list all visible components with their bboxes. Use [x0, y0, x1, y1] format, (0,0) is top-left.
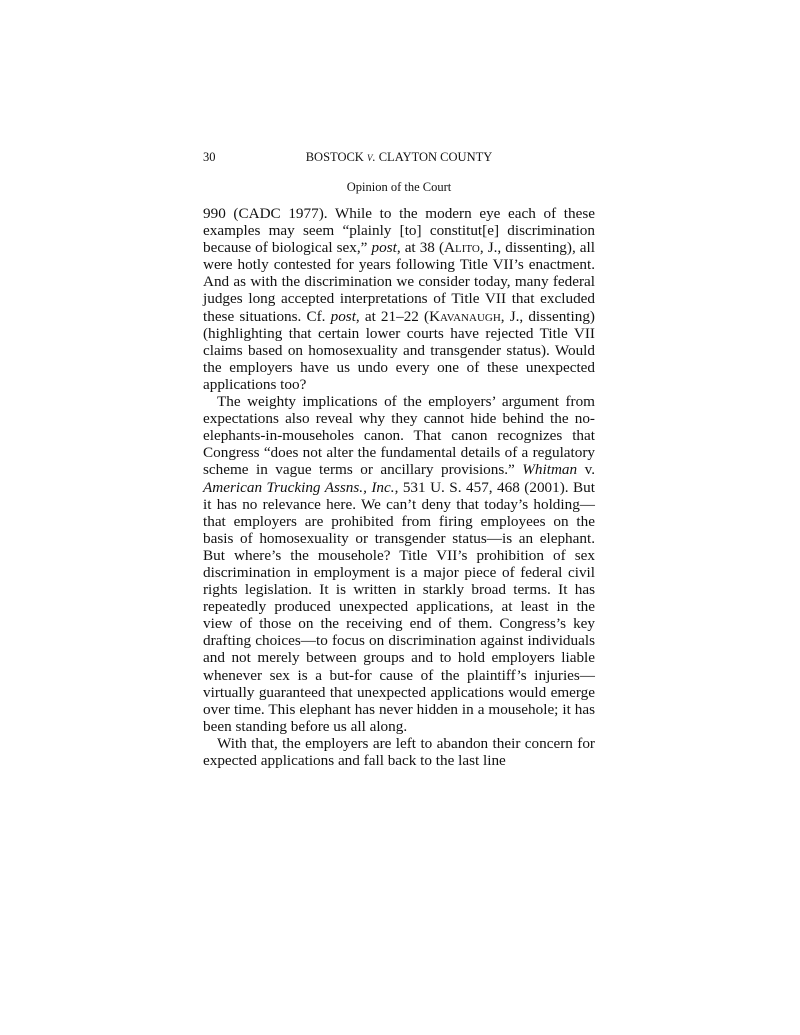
paragraph-3: [203, 735, 595, 769]
text-run: The weighty implications of the employers’ argument from expectations also reveal why they cannot hide behind the no-elephants-in-mouseholes canon. That canon recognizes that Congress “does not alter the fundamental details of a regulatory scheme in vague terms or ancillary provisions.”: [203, 393, 595, 479]
case-name-versus: v.: [366, 150, 376, 164]
opinion-body: [203, 205, 595, 769]
page-number: 30: [203, 150, 216, 164]
italic-citation: post: [330, 307, 356, 325]
case-name-left: BOSTOCK: [305, 150, 367, 164]
case-name-right: CLAYTON COUNTY: [375, 150, 493, 164]
running-head: [203, 149, 595, 165]
text-run: , at 38 (: [396, 239, 445, 257]
text-run: v.: [577, 461, 596, 479]
text-run: , J., dissenting), all were hotly contested for years following Title VII’s enactment. And as with the discrimination we consider today, many federal judges long accepted interpretations of Title VII that excluded these situations. Cf.: [203, 239, 595, 325]
italic-case-name: Whitman: [522, 461, 578, 479]
text-run: , at 21–22 (: [355, 307, 430, 325]
text-run: , 531 U. S. 457, 468 (2001). But it has no relevance here. We can’t deny that today’s holding—that employers are prohibited from firing employees on the basis of homosexuality or transgender status—is an elephant. But where’s the mousehole? Title VII’s prohibition of sex discrimination in employment is a major piece of federal civil rights legislation. It is written in starkly broad terms. It has repeatedly produced unexpected applications, at least in the view of those on the receiving end of them. Congress’s key drafting choices—to focus on discrimination against individuals and not merely between groups and to hold employers liable whenever sex is a but-for cause of the plaintiff’s injuries—virtually guaranteed that unexpected applications would emerge over time. This elephant has never hidden in a mousehole; it has been standing before us all along.: [203, 478, 595, 735]
italic-case-name: American Trucking Assns., Inc.: [203, 478, 395, 496]
justice-name: Kavanaugh: [429, 307, 501, 325]
text-run: , J., dissenting) (highlighting that certain lower courts have rejected Title VII claims based on homosexuality and transgender status). Would the employers have us undo every one of these unexpected applications too?: [203, 307, 595, 393]
paragraph-1: [203, 205, 595, 393]
italic-citation: post: [371, 239, 397, 257]
opinion-label: Opinion of the Court: [346, 180, 452, 194]
justice-name: Alito: [444, 239, 480, 257]
paragraph-2: [203, 393, 595, 735]
text-run: With that, the employers are left to abandon their concern for expected applications and fall back to the last line: [203, 734, 595, 769]
text-run: 990 (CADC 1977). While to the modern eye each of these examples may seem “plainly [to] constitut[e] discrimination because of biological sex,”: [203, 205, 595, 257]
